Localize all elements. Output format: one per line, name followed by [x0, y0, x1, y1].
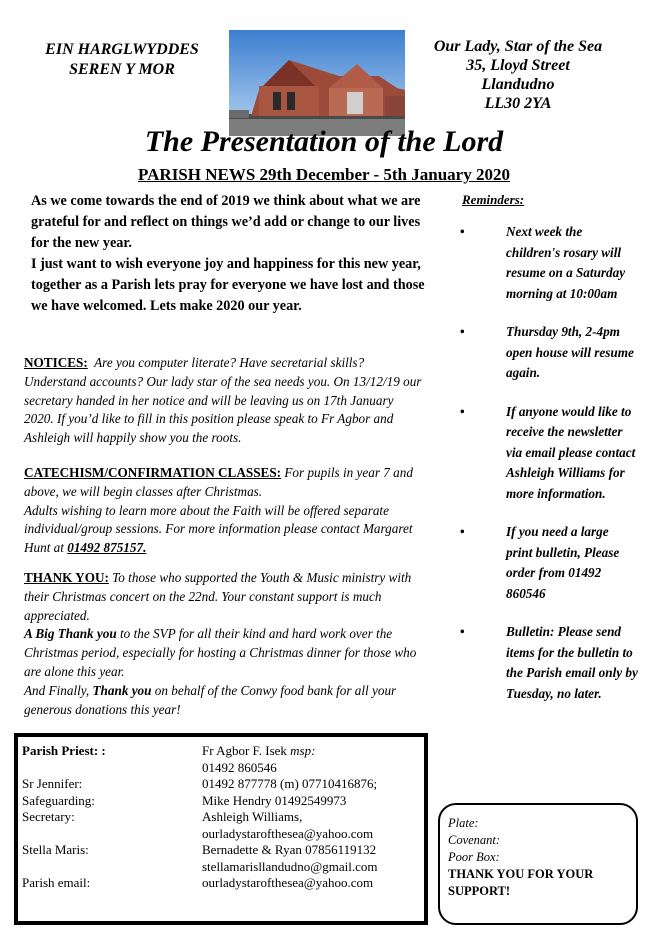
safeguarding-value: Mike Hendry 01492549973	[202, 792, 347, 808]
reminder-item	[458, 522, 638, 604]
parish-email-label: Parish email:	[22, 875, 91, 890]
sr-jennifer-value: 01492 877778 (m) 07710416876;	[202, 776, 378, 791]
secretary-value: Ashleigh Williams,	[202, 809, 303, 824]
catechism-section	[24, 464, 424, 558]
reminder-text: Next week the children's rosary will resume on a Saturday morning at 10:00am	[506, 224, 626, 301]
reminder-text: Bulletin: Please send items for the bulletin to the Parish email only by Tuesday, no later.	[506, 624, 638, 701]
catechism-phone: 01492 875157.	[67, 540, 147, 556]
stella-maris-value: Bernadette & Ryan 07856119132	[202, 842, 377, 857]
reminder-item	[458, 222, 638, 304]
notices-section	[24, 354, 424, 448]
reminder-item	[458, 402, 638, 505]
covenant-label: Covenant:	[448, 833, 501, 847]
priest-suffix: msp:	[290, 743, 316, 758]
welsh-parish-name	[22, 40, 222, 80]
thank-you-heading: THANK YOU:	[24, 570, 109, 585]
address-line-3: Llandudno	[481, 76, 555, 93]
thank-you-text: To those who supported the Youth & Music ministry with their Christmas concert on the 22nd. Your constant support is much appreciated.	[24, 570, 412, 623]
sr-jennifer-label: Sr Jennifer:	[22, 776, 83, 791]
bullet-icon: •	[460, 524, 465, 539]
reminder-item	[458, 622, 638, 704]
welsh-name-line-2: SEREN Y MOR	[69, 61, 175, 78]
catechism-text: For pupils in year 7 and above, we will begin classes after Christmas.	[24, 465, 413, 499]
stella-maris-email[interactable]: stellamarisllandudno@gmail.com	[202, 858, 378, 874]
intro-paragraph-1: As we come towards the end of 2019 we think about what we are grateful for and reflect on things we’d add or change to our lives for the new year.	[31, 193, 421, 251]
page-title: The Presentation of the Lord	[144, 125, 504, 158]
intro-paragraph-2: I just want to wish everyone joy and happiness for this new year, together as a Parish lets pray for everyone we have lost and those we have welcomed. Lets make 2020 our year.	[31, 256, 425, 314]
poor-box-label: Poor Box:	[448, 850, 500, 864]
parish-email-value[interactable]: ourladystarofthesea@yahoo.com	[202, 875, 374, 890]
contacts-table	[22, 743, 378, 892]
notices-text: Are you computer literate? Have secretarial skills? Understand accounts? Our lady star of the sea needs you. On 13/12/19 our secretary handed in her notice and will be leaving us on 17th January 2020. If you’d like to fill in this position please speak to Fr Agbor and Ashleigh will happily show you the roots.	[24, 355, 422, 446]
catechism-heading: CATECHISM/CONFIRMATION CLASSES:	[24, 465, 282, 480]
contacts-box	[14, 733, 428, 925]
catechism-adults-text: Adults wishing to learn more about the Faith will be offered separate individual/group sessions. For more information please contact Margaret Hunt at	[24, 502, 413, 556]
plate-label: Plate:	[448, 816, 479, 830]
safeguarding-label: Safeguarding:	[22, 792, 95, 808]
reminder-text: If anyone would like to receive the newsletter via email please contact Ashleigh Williams for more information.	[506, 403, 636, 501]
priest-phone: 01492 860546	[202, 759, 277, 775]
parish-address	[408, 37, 628, 113]
priest-name: Fr Agbor F. Isek	[202, 743, 287, 758]
reminder-text: Thursday 9th, 2-4pm open house will resume again.	[506, 324, 634, 380]
finally-thank-you: Thank you	[92, 682, 152, 698]
reminders-title: Reminders:	[462, 192, 525, 207]
stella-maris-label: Stella Maris:	[22, 842, 89, 857]
intro-message	[31, 191, 431, 317]
support-thanks: THANK YOU FOR YOUR SUPPORT!	[448, 867, 594, 898]
big-thank-you-text: to the SVP for all their kind and hard work over the Christmas period, especially for hosting a Christmas dinner for those who are alone this year.	[24, 626, 417, 679]
big-thank-you-lead: A Big Thank you	[24, 626, 117, 642]
welsh-name-line-1: EIN HARGLWYDDES	[45, 41, 199, 58]
thank-you-section	[24, 569, 424, 719]
bullet-icon: •	[460, 403, 465, 419]
address-line-4: LL30 2YA	[484, 95, 552, 112]
notices-heading: NOTICES:	[24, 355, 88, 370]
secretary-label: Secretary:	[22, 809, 75, 824]
collection-box	[438, 803, 638, 925]
bullet-icon: •	[460, 224, 465, 239]
finally-text: on behalf of the Conwy food bank for all your generous donations this year!	[24, 682, 397, 717]
finally-lead: And Finally,	[24, 682, 90, 698]
secretary-email[interactable]: ourladystarofthesea@yahoo.com	[202, 825, 374, 841]
priest-label: Parish Priest: :	[22, 743, 106, 758]
bullet-icon: •	[460, 624, 465, 639]
church-photo	[229, 30, 405, 136]
reminder-item	[458, 322, 638, 384]
reminder-text: If you need a large print bulletin, Please order from 01492 860546	[506, 524, 620, 601]
address-line-2: 35, Lloyd Street	[466, 57, 570, 74]
bullet-icon: •	[460, 324, 465, 339]
reminders-list	[458, 222, 638, 722]
parish-news-dates: PARISH NEWS 29th December - 5th January 2020	[138, 165, 510, 184]
address-line-1: Our Lady, Star of the Sea	[433, 38, 603, 55]
